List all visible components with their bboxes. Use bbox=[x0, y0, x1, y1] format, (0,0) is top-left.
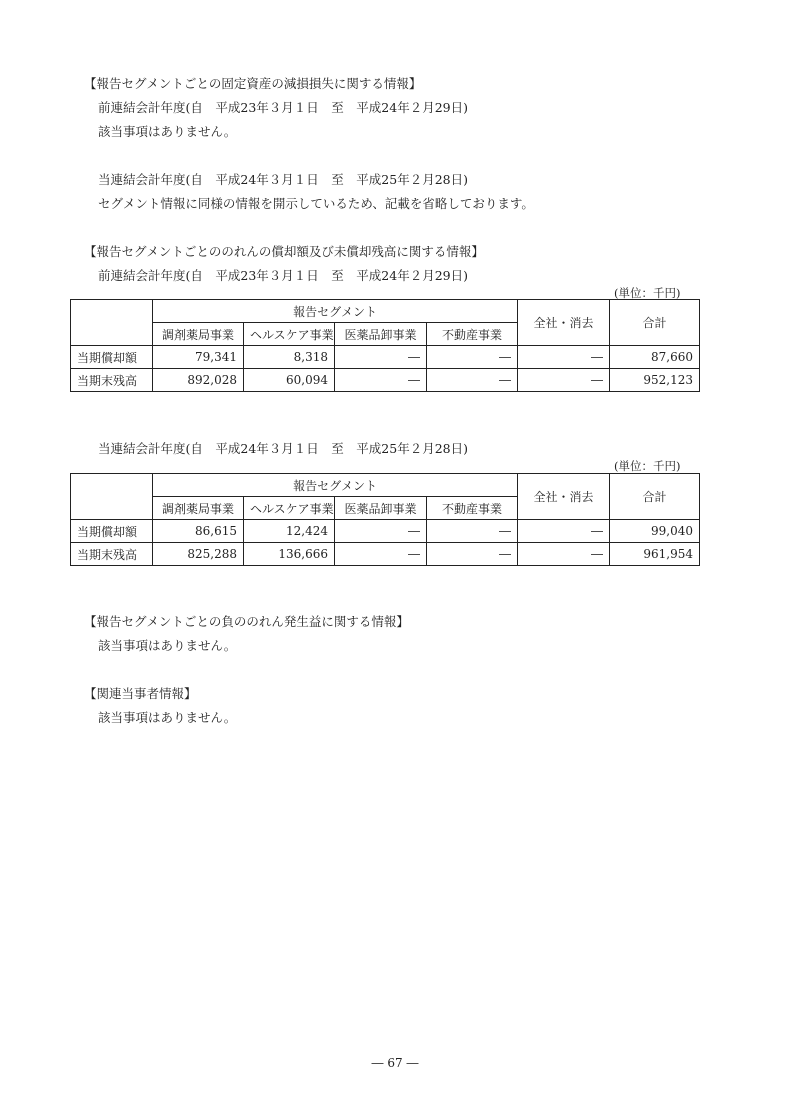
page-number: ― 67 ― bbox=[371, 1056, 419, 1070]
header-seg3: 医薬品卸事業 bbox=[335, 497, 427, 520]
row-label: 当期償却額 bbox=[71, 520, 153, 543]
header-empty-cell bbox=[71, 474, 153, 520]
related-party-text: 該当事項はありません。 bbox=[98, 710, 237, 725]
header-total: 合計 bbox=[610, 474, 700, 520]
cell-total: 87,660 bbox=[610, 346, 700, 369]
header-corporate: 全社・消去 bbox=[518, 300, 610, 346]
cell-corporate: ― bbox=[518, 346, 610, 369]
goodwill-curr-period: 当連結会計年度(自 平成24年３月１日 至 平成25年２月28日) bbox=[98, 441, 468, 456]
row-label: 当期償却額 bbox=[71, 346, 153, 369]
row-label: 当期末残高 bbox=[71, 543, 153, 566]
goodwill-table-prev bbox=[70, 299, 700, 392]
cell-seg4: ― bbox=[427, 543, 518, 566]
impairment-heading: 【報告セグメントごとの固定資産の減損損失に関する情報】 bbox=[84, 76, 422, 91]
cell-seg1: 79,341 bbox=[153, 346, 244, 369]
table-row bbox=[71, 543, 700, 566]
header-seg3: 医薬品卸事業 bbox=[335, 323, 427, 346]
cell-seg4: ― bbox=[427, 520, 518, 543]
header-seg2: ヘルスケア事業 bbox=[244, 323, 335, 346]
header-segment-group: 報告セグメント bbox=[153, 474, 518, 497]
table-row bbox=[71, 520, 700, 543]
cell-seg1: 86,615 bbox=[153, 520, 244, 543]
cell-seg1: 892,028 bbox=[153, 369, 244, 392]
header-corporate: 全社・消去 bbox=[518, 474, 610, 520]
cell-seg2: 136,666 bbox=[244, 543, 335, 566]
cell-corporate: ― bbox=[518, 369, 610, 392]
header-seg2: ヘルスケア事業 bbox=[244, 497, 335, 520]
cell-total: 961,954 bbox=[610, 543, 700, 566]
header-empty-cell bbox=[71, 300, 153, 346]
cell-seg3: ― bbox=[335, 543, 427, 566]
cell-total: 952,123 bbox=[610, 369, 700, 392]
cell-seg1: 825,288 bbox=[153, 543, 244, 566]
impairment-curr-period: 当連結会計年度(自 平成24年３月１日 至 平成25年２月28日) bbox=[98, 172, 468, 187]
header-seg1: 調剤薬局事業 bbox=[153, 323, 244, 346]
row-label: 当期末残高 bbox=[71, 369, 153, 392]
header-seg1: 調剤薬局事業 bbox=[153, 497, 244, 520]
table-row bbox=[71, 346, 700, 369]
impairment-curr-text: セグメント情報に同様の情報を開示しているため、記載を省略しております。 bbox=[98, 196, 534, 211]
negative-goodwill-heading: 【報告セグメントごとの負ののれん発生益に関する情報】 bbox=[84, 614, 409, 629]
header-segment-group: 報告セグメント bbox=[153, 300, 518, 323]
cell-seg3: ― bbox=[335, 369, 427, 392]
unit-label-prev: (単位：千円) bbox=[614, 286, 681, 300]
header-total: 合計 bbox=[610, 300, 700, 346]
goodwill-heading: 【報告セグメントごとののれんの償却額及び未償却残高に関する情報】 bbox=[84, 244, 484, 259]
unit-label-curr: (単位：千円) bbox=[614, 459, 681, 473]
related-party-heading: 【関連当事者情報】 bbox=[84, 686, 197, 701]
cell-seg3: ― bbox=[335, 520, 427, 543]
cell-seg2: 8,318 bbox=[244, 346, 335, 369]
cell-seg2: 12,424 bbox=[244, 520, 335, 543]
cell-seg3: ― bbox=[335, 346, 427, 369]
goodwill-prev-period: 前連結会計年度(自 平成23年３月１日 至 平成24年２月29日) bbox=[98, 268, 468, 283]
negative-goodwill-text: 該当事項はありません。 bbox=[98, 638, 237, 653]
goodwill-table-curr bbox=[70, 473, 700, 566]
cell-total: 99,040 bbox=[610, 520, 700, 543]
cell-seg4: ― bbox=[427, 369, 518, 392]
header-seg4: 不動産事業 bbox=[427, 497, 518, 520]
cell-corporate: ― bbox=[518, 543, 610, 566]
cell-seg2: 60,094 bbox=[244, 369, 335, 392]
cell-corporate: ― bbox=[518, 520, 610, 543]
impairment-prev-text: 該当事項はありません。 bbox=[98, 124, 237, 139]
impairment-prev-period: 前連結会計年度(自 平成23年３月１日 至 平成24年２月29日) bbox=[98, 100, 468, 115]
header-seg4: 不動産事業 bbox=[427, 323, 518, 346]
cell-seg4: ― bbox=[427, 346, 518, 369]
table-row bbox=[71, 369, 700, 392]
